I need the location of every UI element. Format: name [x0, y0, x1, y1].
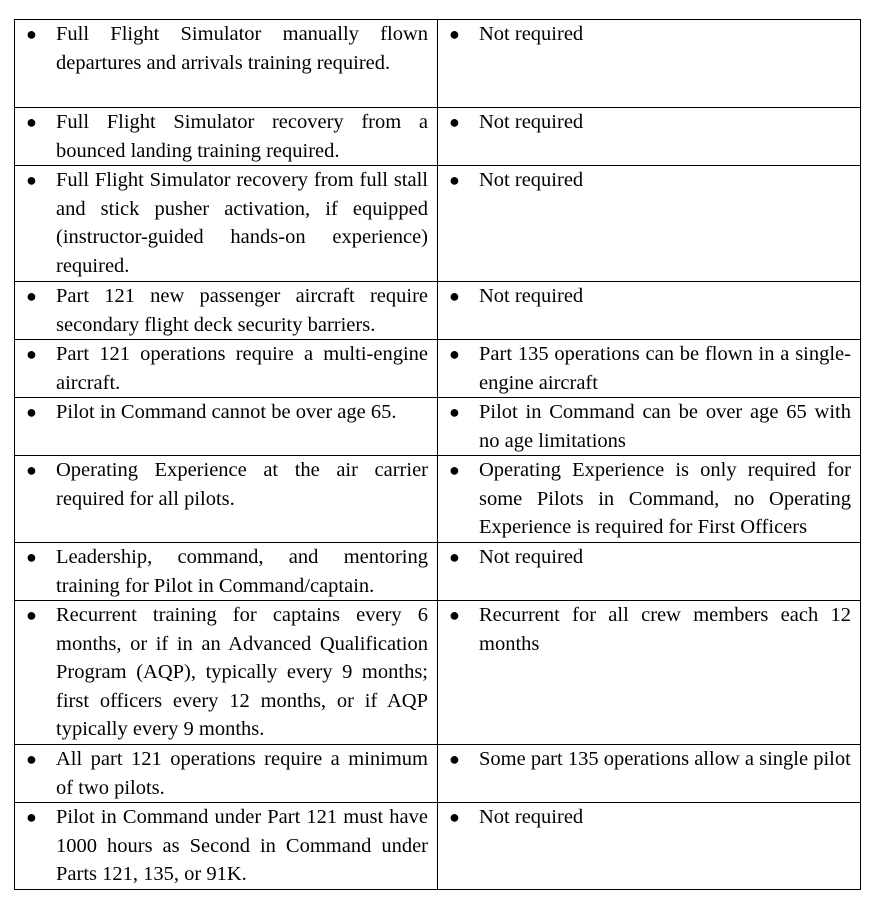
left-cell [15, 398, 438, 456]
right-cell [438, 745, 861, 803]
left-cell [15, 166, 438, 282]
left-cell [15, 456, 438, 543]
bullet-icon: ● [449, 402, 460, 422]
left-cell-text: Pilot in Command under Part 121 must have 1000 hours as Second in Command under Parts 121, 135, or 91K. [56, 806, 428, 885]
table-row [15, 803, 861, 890]
bullet-icon: ● [449, 344, 460, 364]
right-cell-text: Some part 135 operations allow a single pilot [479, 748, 851, 770]
table-row [15, 543, 861, 601]
right-cell-text: Part 135 operations can be flown in a single-engine aircraft [479, 343, 851, 394]
bullet-icon: ● [26, 749, 37, 769]
right-cell [438, 803, 861, 890]
left-cell [15, 803, 438, 890]
table-row [15, 108, 861, 166]
bullet-icon: ● [449, 460, 460, 480]
table-row [15, 282, 861, 340]
left-cell-text: Leadership, command, and mentoring training for Pilot in Command/captain. [56, 546, 428, 597]
table-row [15, 340, 861, 398]
right-cell-text: Not required [479, 111, 584, 133]
table-row [15, 20, 861, 108]
left-cell-text: All part 121 operations require a minimum of two pilots. [56, 748, 428, 799]
bullet-icon: ● [449, 170, 460, 190]
left-cell [15, 20, 438, 108]
table-row [15, 166, 861, 282]
table-row [15, 456, 861, 543]
left-cell-text: Pilot in Command cannot be over age 65. [56, 401, 397, 423]
right-cell [438, 340, 861, 398]
right-cell [438, 601, 861, 745]
bullet-icon: ● [449, 547, 460, 567]
left-cell [15, 340, 438, 398]
right-cell-text: Not required [479, 546, 584, 568]
right-cell [438, 166, 861, 282]
bullet-icon: ● [449, 807, 460, 827]
bullet-icon: ● [449, 749, 460, 769]
left-cell [15, 745, 438, 803]
right-cell-text: Not required [479, 23, 584, 45]
left-cell [15, 282, 438, 340]
bullet-icon: ● [26, 402, 37, 422]
bullet-icon: ● [449, 286, 460, 306]
left-cell-text: Full Flight Simulator recovery from a bounced landing training required. [56, 111, 428, 162]
bullet-icon: ● [26, 605, 37, 625]
left-cell-text: Part 121 new passenger aircraft require secondary flight deck security barriers. [56, 285, 428, 336]
bullet-icon: ● [449, 112, 460, 132]
bullet-icon: ● [26, 170, 37, 190]
left-cell-text: Recurrent training for captains every 6 months, or if in an Advanced Qualification Program (AQP), typically every 9 months; first officers every 12 months, or if AQP typically every 9 months. [56, 604, 428, 740]
left-cell [15, 543, 438, 601]
bullet-icon: ● [449, 24, 460, 44]
comparison-table [14, 19, 861, 890]
left-cell-text: Part 121 operations require a multi-engine aircraft. [56, 343, 428, 394]
left-cell [15, 108, 438, 166]
bullet-icon: ● [26, 24, 37, 44]
right-cell-text: Operating Experience is only required for some Pilots in Command, no Operating Experience is required for First Officers [479, 459, 851, 538]
left-cell [15, 601, 438, 745]
bullet-icon: ● [26, 344, 37, 364]
right-cell-text: Not required [479, 806, 584, 828]
bullet-icon: ● [26, 286, 37, 306]
bullet-icon: ● [26, 547, 37, 567]
left-cell-text: Full Flight Simulator manually flown departures and arrivals training required. [56, 23, 428, 74]
right-cell [438, 456, 861, 543]
left-cell-text: Operating Experience at the air carrier required for all pilots. [56, 459, 428, 510]
left-cell-text: Full Flight Simulator recovery from full stall and stick pusher activation, if equipped (instructor-guided hands-on experience) required. [56, 169, 428, 277]
right-cell [438, 282, 861, 340]
right-cell-text: Pilot in Command can be over age 65 with no age limitations [479, 401, 851, 452]
bullet-icon: ● [26, 112, 37, 132]
right-cell-text: Recurrent for all crew members each 12 months [479, 604, 851, 655]
table-row [15, 745, 861, 803]
table-row [15, 398, 861, 456]
right-cell [438, 398, 861, 456]
right-cell [438, 108, 861, 166]
table-body [15, 20, 861, 890]
right-cell-text: Not required [479, 169, 584, 191]
bullet-icon: ● [449, 605, 460, 625]
right-cell-text: Not required [479, 285, 584, 307]
bullet-icon: ● [26, 807, 37, 827]
bullet-icon: ● [26, 460, 37, 480]
table-row [15, 601, 861, 745]
right-cell [438, 543, 861, 601]
right-cell [438, 20, 861, 108]
